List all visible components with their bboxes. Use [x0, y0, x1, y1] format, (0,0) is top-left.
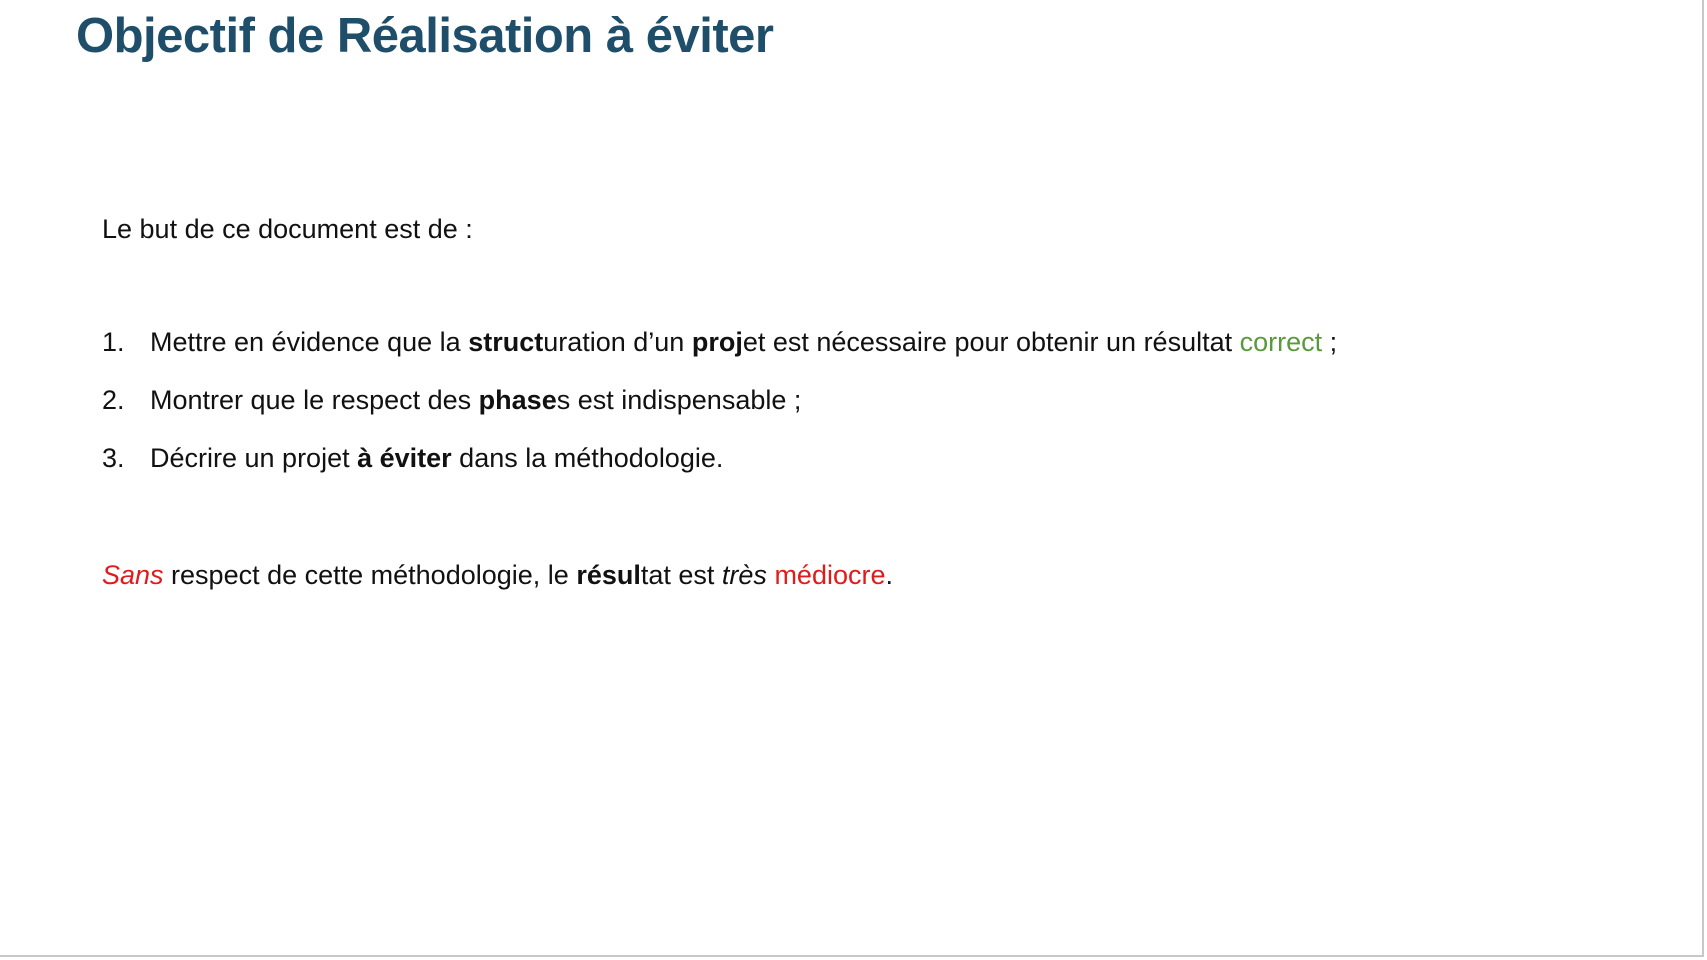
- list-item-number: 1.: [102, 327, 125, 357]
- bold-text: struct: [468, 327, 544, 357]
- highlight-mediocre: médiocre: [774, 560, 886, 590]
- italic-text: très: [721, 560, 767, 590]
- objectives-list: [102, 327, 1337, 501]
- bold-text: résul: [576, 560, 641, 590]
- intro-text: Le but de ce document est de :: [102, 214, 473, 244]
- list-item-number: 3.: [102, 443, 125, 473]
- slide-title: Objectif de Réalisation à éviter: [76, 9, 774, 63]
- bold-text: phase: [478, 385, 557, 415]
- conclusion-text: Sans respect de cette méthodologie, le résultat est très médiocre.: [102, 560, 893, 590]
- highlight-correct: correct: [1239, 327, 1323, 357]
- bold-text: proj: [691, 327, 743, 357]
- bold-text: à éviter: [357, 443, 452, 473]
- list-item-text: Mettre en évidence que la structuration d’un projet est nécessaire pour obtenir un résultat correct ;: [150, 327, 1338, 357]
- list-item: [102, 327, 1337, 385]
- list-item-number: 2.: [102, 385, 125, 415]
- list-item: [102, 385, 1337, 443]
- italic-red-text: Sans: [102, 560, 164, 590]
- list-item: [102, 443, 1337, 501]
- list-item-text: Décrire un projet à éviter dans la méthodologie.: [150, 443, 724, 473]
- list-item-text: Montrer que le respect des phases est indispensable ;: [150, 385, 802, 415]
